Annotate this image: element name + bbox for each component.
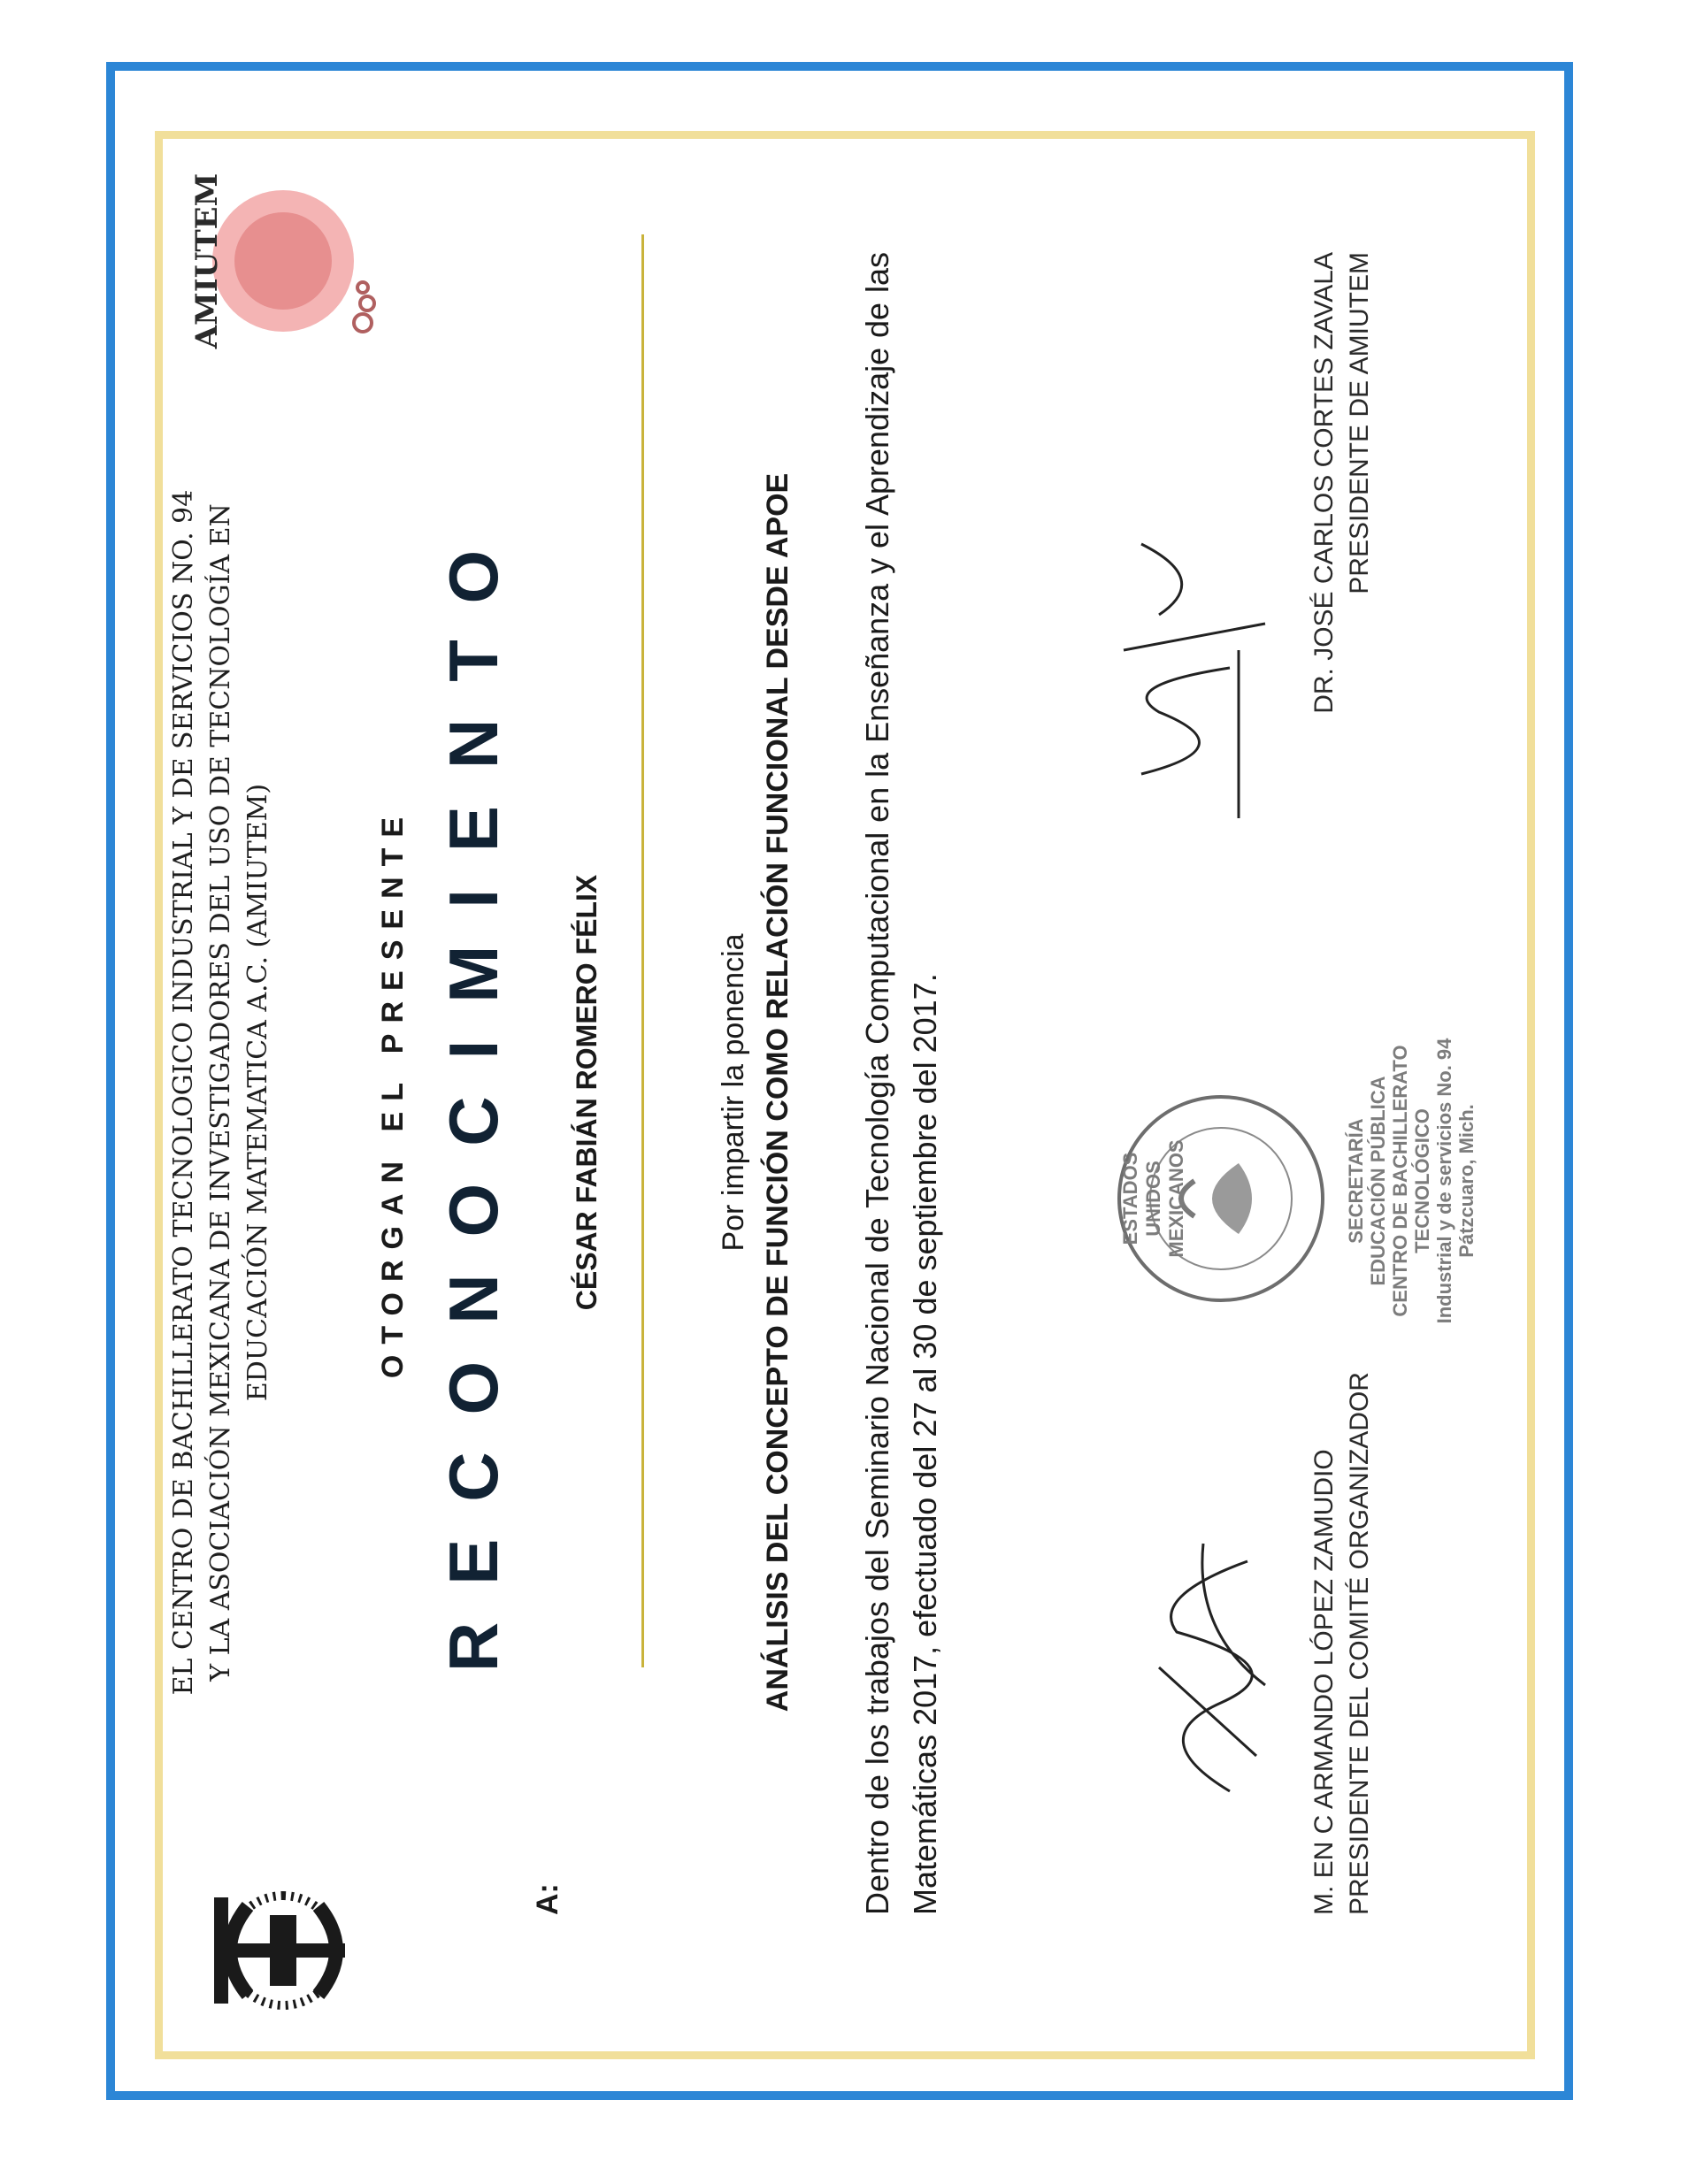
seal-line-3: CENTRO DE BACHILLERATO	[1389, 1045, 1411, 1317]
signatory-left-role: PRESIDENTE DEL COMITÉ ORGANIZADOR	[1345, 1372, 1374, 1915]
recipient-underline	[641, 234, 644, 1667]
ponencia-title: ANÁLISIS DEL CONCEPTO DE FUNCIÓN COMO RELACIÓN FUNCIONAL DESDE APOE	[761, 472, 794, 1713]
signature-left	[1124, 1526, 1283, 1809]
header-line-3: EDUCACIÓN MATEMATICA A.C. (AMIUTEM)	[242, 783, 273, 1402]
recipient-label: A:	[531, 1883, 564, 1915]
seal-ring-text: ESTADOS UNIDOS MEXICANOS	[1119, 1139, 1187, 1258]
certificate	[168, 146, 1522, 2039]
signature-right	[1106, 526, 1283, 827]
body-text: Dentro de los trabajos del Seminario Nacional de Tecnología Computacional en la Enseñanza y el Aprendizaje de las Matemáticas 2017, efectuado del 27 al 30 de septiembre del 2017.	[859, 252, 943, 1915]
svg-text:AMIUTEM: AMIUTEM	[189, 172, 225, 349]
seal-line-1: SECRETARÍA	[1345, 1118, 1367, 1244]
header-line-1: EL CENTRO DE BACHILLERATO TECNOLOGICO INDUSTRIAL Y DE SERVICIOS NO. 94	[168, 489, 199, 1696]
signatory-left-name: M. EN C ARMANDO LÓPEZ ZAMUDIO	[1309, 1449, 1339, 1915]
certificate-title: RECONOCIMIENTO	[434, 512, 512, 1673]
otorgan-text: OTORGAN EL PRESENTE	[376, 806, 410, 1379]
signatory-right-name: DR. JOSÉ CARLOS CORTES ZAVALA	[1309, 252, 1339, 714]
seal-line-6: Pátzcuaro, Mich.	[1455, 1104, 1478, 1258]
ponencia-intro: Por impartir la ponencia	[717, 933, 750, 1252]
seal-line-5: Industrial y de servicios No. 94	[1433, 1038, 1455, 1324]
seal-line-2: EDUCACIÓN PÚBLICA	[1367, 1076, 1389, 1286]
seal-line-4: TECNOLÓGICO	[1411, 1108, 1433, 1253]
header-line-2: Y LA ASOCIACIÓN MEXICANA DE INVESTIGADORES DEL USO DE TECNOLOGÍA EN	[205, 503, 236, 1682]
signatory-right-role: PRESIDENTE DE AMIUTEM	[1345, 252, 1374, 594]
recipient-name: CÉSAR FABIÁN ROMERO FÉLIX	[571, 874, 603, 1311]
